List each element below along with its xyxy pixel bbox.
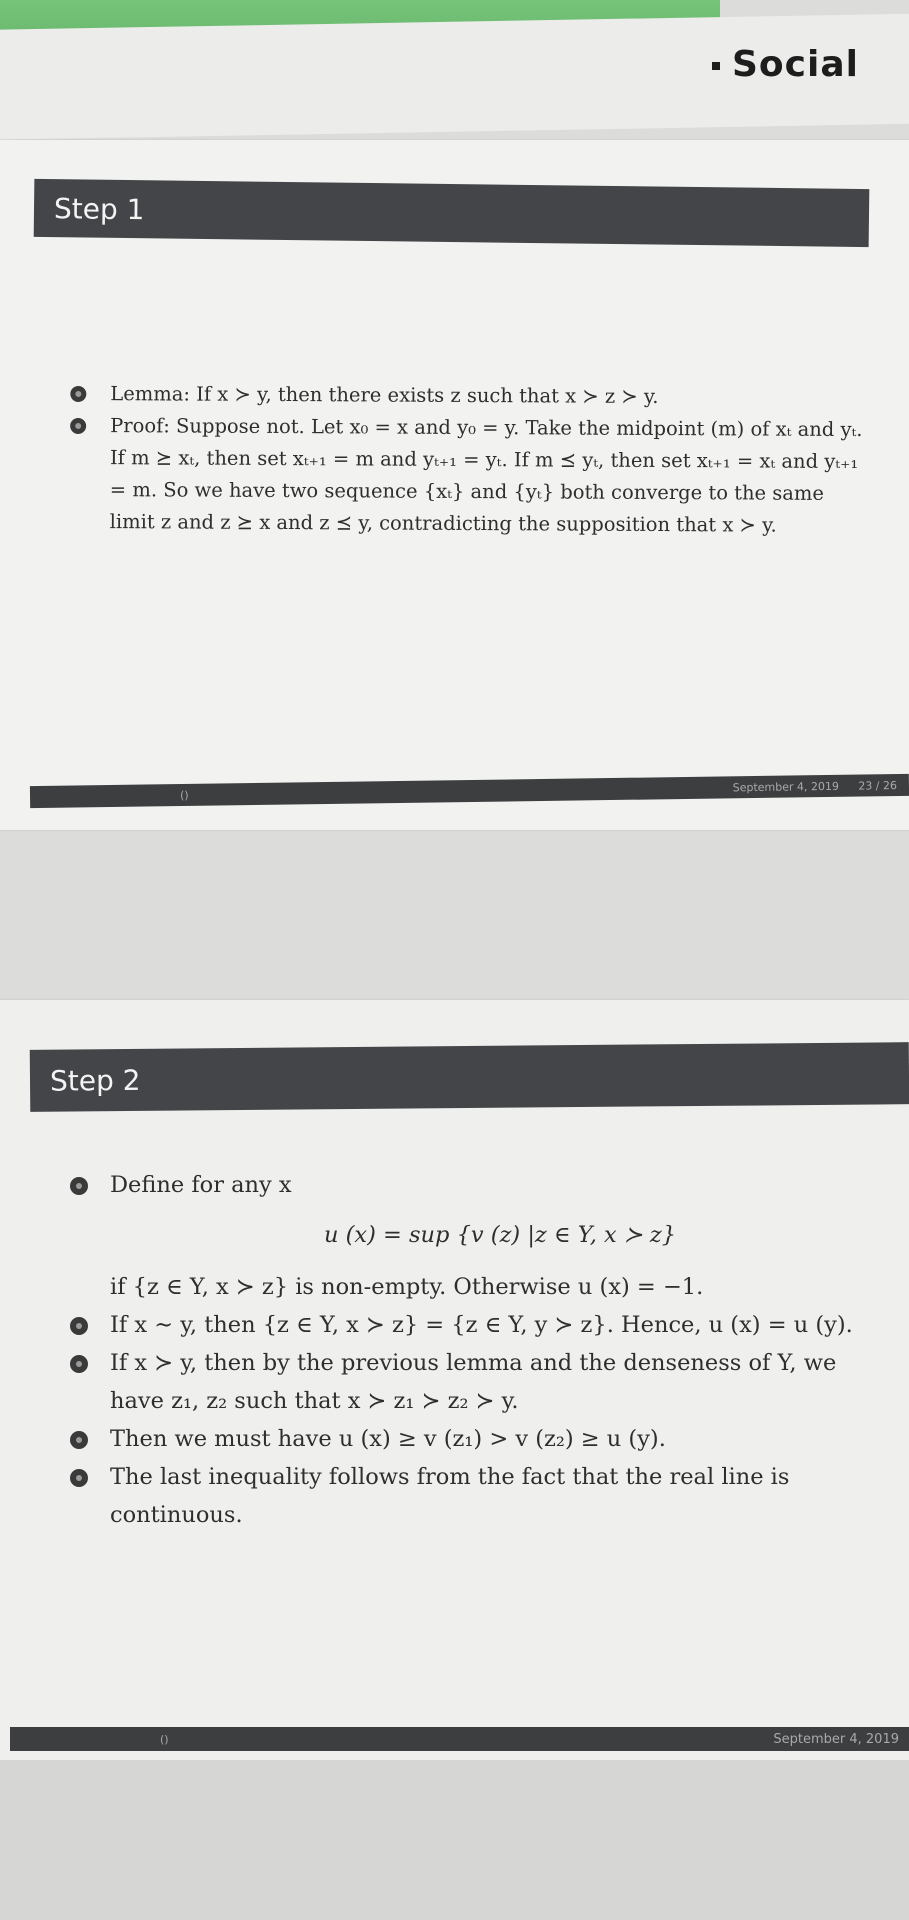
bullet-icon bbox=[70, 1431, 88, 1449]
footer-author: () bbox=[179, 788, 189, 802]
footer-date: September 4, 2019 bbox=[773, 1731, 899, 1747]
list-item bbox=[70, 410, 871, 542]
slide-title: Step 2 bbox=[49, 1063, 141, 1098]
bullet-icon bbox=[70, 1469, 88, 1487]
corner-heading: Social bbox=[732, 44, 859, 85]
bullet-icon bbox=[70, 1317, 88, 1335]
slide-body bbox=[70, 378, 871, 542]
bullet-icon bbox=[70, 1177, 88, 1195]
proof-text: Proof: Suppose not. Let x₀ = x and y₀ = y. Take the midpoint (m) of xₜ and yₜ. If m ⪰ xₜ, then set xₜ₊₁ = m and yₜ₊₁ = yₜ. If m ⪯ yₜ, then set xₜ₊₁ = xₜ and yₜ₊₁ = m. So we have two sequence {xₜ} and {yₜ} both converge to the same limit z and z ⪰ x and z ⪯ y, contradicting the supposition that x ≻ y. bbox=[109, 414, 863, 537]
slide-title: Step 1 bbox=[53, 191, 145, 226]
footer-author: () bbox=[160, 1732, 169, 1746]
slide-title-bar bbox=[30, 1042, 909, 1112]
bullet-icon bbox=[70, 1355, 88, 1373]
slide-body bbox=[70, 1166, 890, 1534]
bullet-text: If x ∼ y, then {z ∈ Y, x ≻ z} = {z ∈ Y, y ≻ z}. Hence, u (x) = u (y). bbox=[110, 1312, 853, 1338]
bullet-text: The last inequality follows from the fact that the real line is continuous. bbox=[110, 1464, 790, 1528]
definition-formula: u (x) = sup {v (z) |z ∈ Y, x ≻ z} bbox=[323, 1222, 677, 1248]
footer-page-number: 23 / 26 bbox=[858, 778, 898, 793]
definition-condition: if {z ∈ Y, x ≻ z} is non-empty. Otherwise u (x) = −1. bbox=[110, 1274, 704, 1300]
list-item bbox=[70, 1166, 890, 1306]
slide-footer bbox=[10, 1727, 909, 1751]
bullet-text: If x ≻ y, then by the previous lemma and the denseness of Y, we have z₁, z₂ such that x ≻ z₁ ≻ z₂ ≻ y. bbox=[110, 1350, 837, 1414]
lemma-text: Lemma: If x ≻ y, then there exists z such that x ≻ z ≻ y. bbox=[110, 382, 659, 408]
list-item bbox=[70, 378, 870, 414]
bullet-text: Then we must have u (x) ≥ v (z₁) > v (z₂) ≥ u (y). bbox=[110, 1426, 666, 1452]
slide-step-1 bbox=[0, 140, 909, 830]
bullet-icon bbox=[70, 386, 86, 402]
page-bottom-margin bbox=[0, 1760, 909, 1920]
list-item bbox=[70, 1344, 890, 1420]
list-item bbox=[70, 1306, 890, 1344]
slide-title-bar bbox=[34, 179, 870, 247]
definition-intro: Define for any x bbox=[110, 1172, 292, 1198]
list-item bbox=[70, 1420, 890, 1458]
slide-step-2 bbox=[0, 1000, 909, 1760]
footer-date: September 4, 2019 bbox=[732, 779, 840, 794]
bullet-icon bbox=[70, 418, 86, 434]
heading-mark bbox=[712, 62, 720, 70]
list-item bbox=[70, 1458, 890, 1534]
slide-footer bbox=[30, 774, 909, 808]
